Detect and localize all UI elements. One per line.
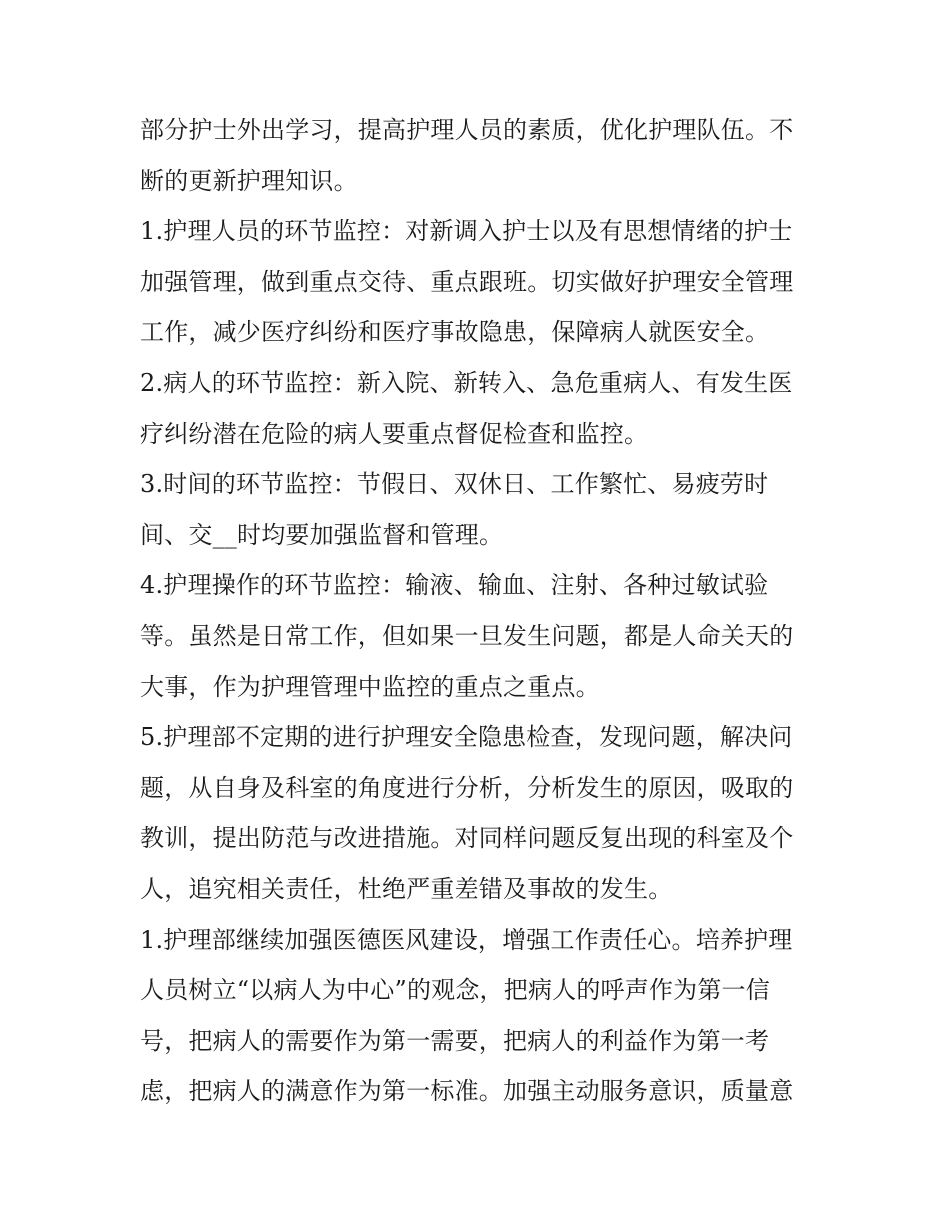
text-line: 人员树立“以病人为中心”的观念，把病人的呼声作为第一信	[140, 976, 770, 1005]
text-line: 虑，把病人的满意作为第一标准。加强主动服务意识，质量意	[140, 1077, 794, 1106]
text-line: 5.护理部不定期的进行护理安全隐患检查，发现问题，解决问	[140, 723, 793, 752]
text-line: 3.时间的环节监控：节假日、双休日、工作繁忙、易疲劳时	[140, 470, 769, 499]
text-line: 号，把病人的需要作为第一需要，把病人的利益作为第一考	[140, 1026, 770, 1055]
text-line: 1.护理部继续加强医德医风建设，增强工作责任心。培养护理	[140, 925, 793, 954]
text-line: 部分护士外出学习，提高护理人员的素质，优化护理队伍。不	[140, 116, 794, 144]
text-line: 题，从自身及科室的角度进行分析，分析发生的原因，吸取的	[140, 773, 794, 802]
text-line: 疗纠纷潜在危险的病人要重点督促检查和监控。	[140, 419, 649, 448]
text-line: 1.护理人员的环节监控：对新调入护士以及有思想情绪的护士	[140, 217, 793, 246]
text-line: 大事，作为护理管理中监控的重点之重点。	[140, 672, 600, 701]
text-line: 4.护理操作的环节监控：输液、输血、注射、各种过敏试验	[140, 571, 769, 600]
text-line: 等。虽然是日常工作，但如果一旦发生问题，都是人命关天的	[140, 622, 794, 650]
text-line: 工作，减少医疗纠纷和医疗事故隐患，保障病人就医安全。	[140, 318, 770, 347]
text-line: 加强管理，做到重点交待、重点跟班。切实做好护理安全管理	[140, 267, 794, 296]
text-line: 人，追究相关责任，杜绝严重差错及事故的发生。	[140, 875, 673, 903]
text-line: 间、交__时均要加强监督和管理。	[140, 520, 504, 549]
text-line: 断的更新护理知识。	[140, 166, 358, 195]
text-line: 2.病人的环节监控：新入院、新转入、急危重病人、有发生医	[140, 369, 793, 397]
text-line: 教训，提出防范与改进措施。对同样问题反复出现的科室及个	[140, 824, 794, 853]
